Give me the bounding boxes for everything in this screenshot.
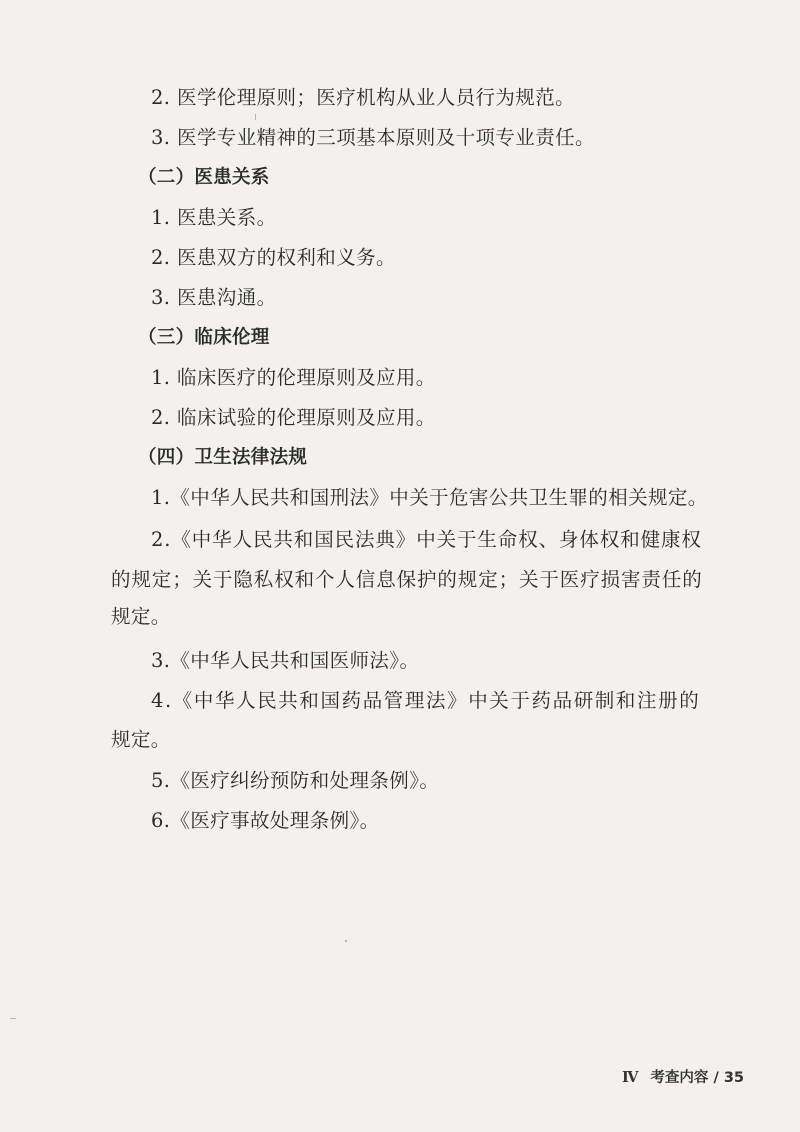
text-line: 3.《中华人民共和国医师法》。 (151, 649, 420, 672)
text-line: 3. 医学专业精神的三项基本原则及十项专业责任。 (151, 126, 595, 149)
text-line: 的规定；关于隐私权和个人信息保护的规定；关于医疗损害责任的 (111, 568, 703, 591)
text-line: 1.《中华人民共和国刑法》中关于危害公共卫生罪的相关规定。 (151, 486, 708, 509)
text-line: 3. 医患沟通。 (151, 286, 277, 309)
text-line: 规定。 (111, 728, 171, 751)
text-line: 6.《医疗事故处理条例》。 (151, 809, 380, 832)
footer-label: 考查内容 / 35 (650, 1070, 744, 1086)
scan-speck (345, 940, 347, 942)
text-line: 2. 医学伦理原则；医疗机构从业人员行为规范。 (151, 86, 576, 109)
chapter-numeral: Ⅳ (621, 1069, 639, 1086)
text-line: 规定。 (111, 605, 171, 628)
section-heading: （二）医患关系 (138, 167, 270, 188)
section-heading: （四）卫生法律法规 (138, 447, 308, 468)
scan-speck (10, 1018, 16, 1019)
scan-speck (255, 114, 256, 120)
text-line: 4.《中华人民共和国药品管理法》中关于药品研制和注册的 (151, 689, 701, 712)
text-line: 2. 医患双方的权利和义务。 (151, 246, 396, 269)
text-line: 1. 医患关系。 (151, 206, 277, 229)
page-footer (622, 1066, 744, 1087)
text-line: 1. 临床医疗的伦理原则及应用。 (151, 366, 436, 389)
text-line: 5.《医疗纠纷预防和处理条例》。 (151, 769, 440, 792)
text-line: 2.《中华人民共和国民法典》中关于生命权、身体权和健康权 (151, 528, 702, 551)
text-line: 2. 临床试验的伦理原则及应用。 (151, 406, 436, 429)
section-heading: （三）临床伦理 (138, 327, 270, 348)
